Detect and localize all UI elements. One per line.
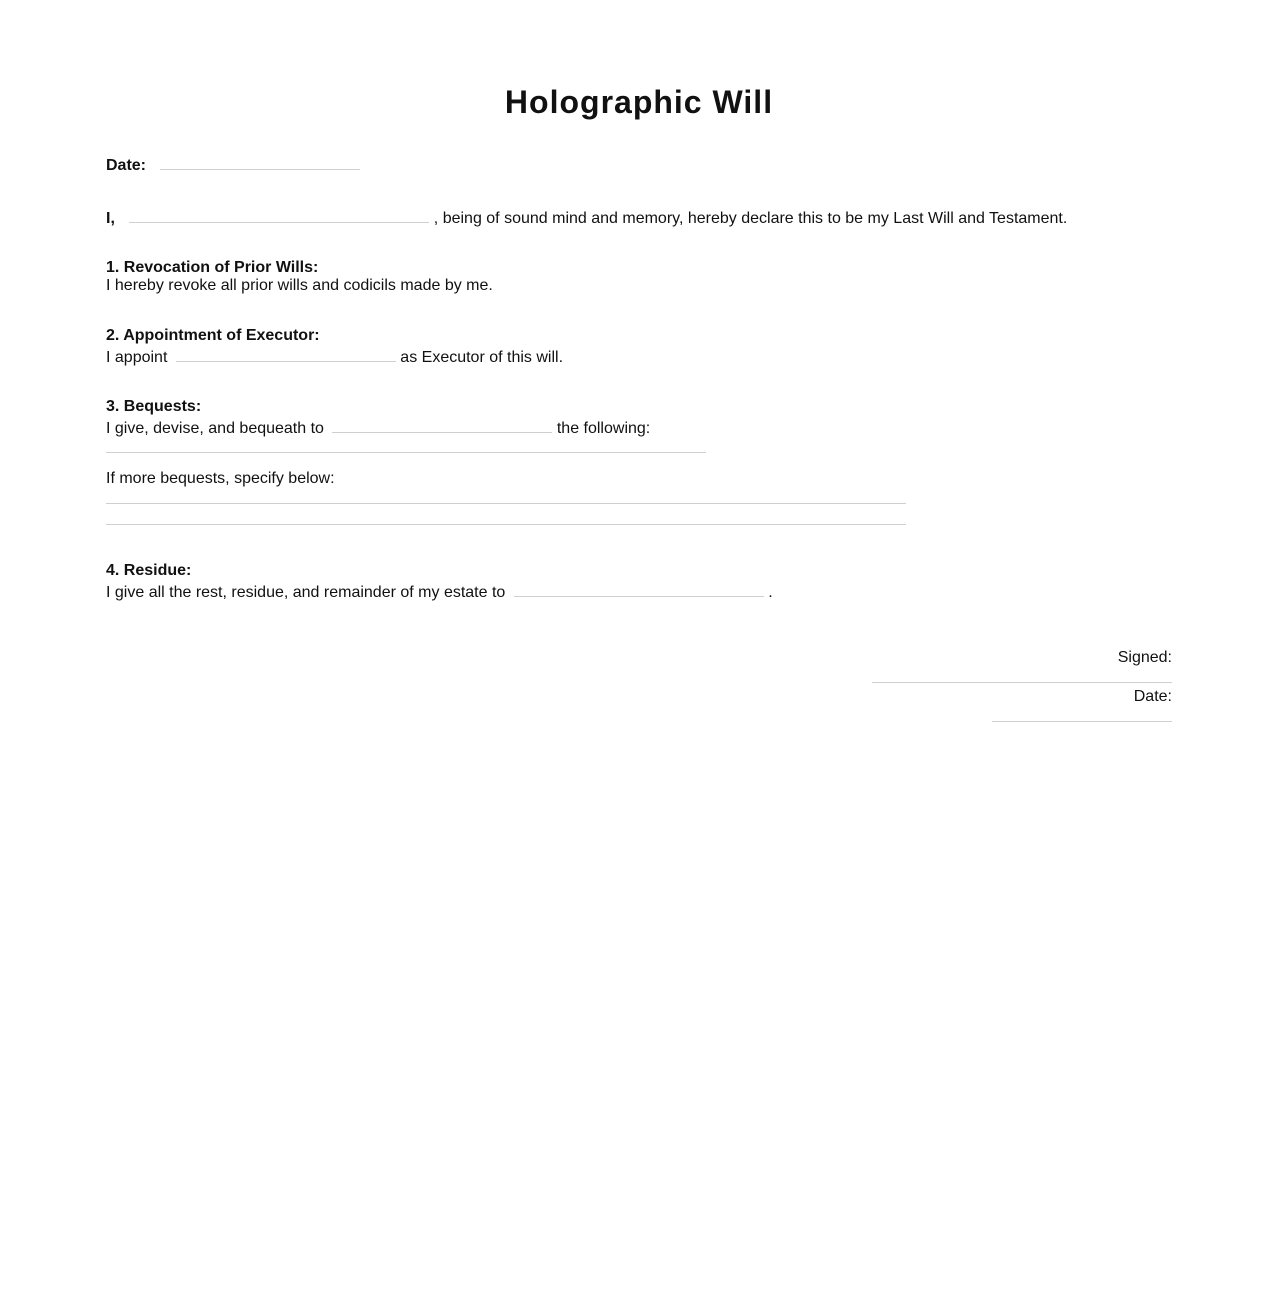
beneficiary-name-field[interactable]	[332, 418, 552, 433]
residue-heading: 4. Residue:	[106, 562, 192, 579]
declaration-text: , being of sound mind and memory, hereby declare this to be my Last Will and Testament.	[433, 210, 1068, 227]
residue-suffix: .	[768, 584, 773, 601]
bequests-heading: 3. Bequests:	[106, 398, 202, 415]
residue-row	[106, 582, 773, 603]
testator-name-field[interactable]	[129, 208, 429, 223]
bequests-row	[106, 418, 650, 439]
bequest-item-field[interactable]	[106, 452, 706, 453]
bequests-suffix: the following:	[556, 420, 651, 437]
executor-name-field[interactable]	[176, 347, 396, 362]
date-label: Date:	[106, 157, 147, 174]
additional-bequest-field-1[interactable]	[106, 503, 906, 504]
executor-heading: 2. Appointment of Executor:	[106, 327, 320, 344]
signature-date-field[interactable]	[992, 721, 1172, 722]
additional-bequest-field-2[interactable]	[106, 524, 906, 525]
more-bequests-label: If more bequests, specify below:	[106, 470, 335, 487]
executor-suffix: as Executor of this will.	[400, 349, 564, 366]
document-title: Holographic Will	[504, 84, 774, 120]
residue-prefix: I give all the rest, residue, and remainder of my estate to	[106, 584, 506, 601]
revocation-text: I hereby revoke all prior wills and codicils made by me.	[106, 277, 493, 294]
signature-field[interactable]	[872, 682, 1172, 683]
declaration-prefix: I,	[106, 210, 115, 227]
residue-beneficiary-field[interactable]	[514, 582, 764, 597]
date-row	[106, 155, 360, 176]
bequests-prefix: I give, devise, and bequeath to	[106, 420, 324, 437]
date-field[interactable]	[160, 155, 360, 170]
executor-row	[106, 347, 563, 368]
executor-prefix: I appoint	[106, 349, 168, 366]
declaration-row	[106, 208, 1067, 229]
signed-label: Signed:	[1117, 649, 1172, 666]
revocation-heading: 1. Revocation of Prior Wills:	[106, 259, 319, 276]
signature-date-label: Date:	[1133, 688, 1172, 705]
